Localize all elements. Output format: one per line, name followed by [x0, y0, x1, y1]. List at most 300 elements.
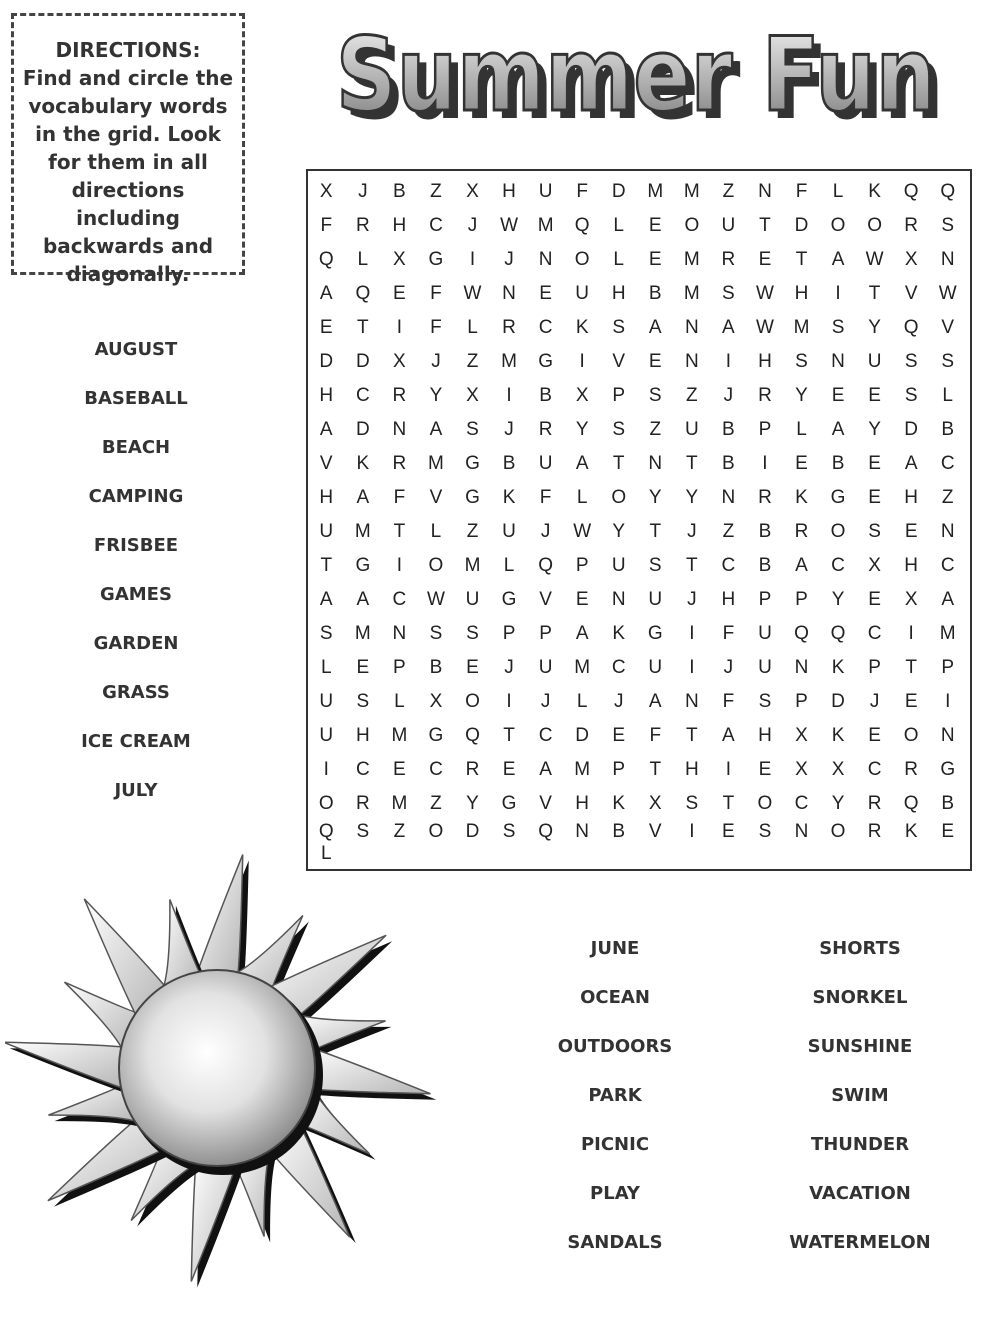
grid-letter: N [648, 453, 663, 474]
grid-letter: O [903, 725, 919, 746]
grid-letter: Y [429, 385, 443, 406]
grid-letter: B [612, 821, 626, 842]
grid-letter: A [319, 589, 333, 610]
grid-letter: I [506, 385, 512, 406]
grid-letter: V [941, 317, 955, 338]
grid-letter: N [831, 351, 845, 372]
grid-letter: G [428, 725, 444, 746]
grid-letter: H [721, 589, 736, 610]
grid-letter: E [868, 725, 881, 746]
grid-letter: C [940, 453, 955, 474]
grid-letter: J [723, 657, 734, 678]
sun-ray [5, 1042, 124, 1088]
grid-letter: W [865, 249, 884, 270]
grid-letter: L [430, 521, 442, 542]
grid-letter: Q [355, 283, 371, 304]
grid-letter: S [319, 623, 333, 644]
grid-letter: N [684, 691, 699, 712]
grid-letter: Q [903, 317, 919, 338]
grid-letter: I [396, 555, 403, 576]
grid-letter: E [758, 249, 772, 270]
grid-letter: E [466, 657, 479, 678]
grid-letter: J [504, 657, 514, 678]
grid-letter: N [392, 623, 407, 644]
grid-letter: Q [538, 821, 553, 842]
grid-letter: B [539, 385, 552, 406]
grid-letter: J [431, 351, 441, 372]
grid-letter: I [469, 249, 476, 270]
vocabulary-word: PARK [588, 1085, 642, 1106]
grid-letter: E [722, 821, 735, 842]
grid-letter: X [831, 759, 845, 780]
grid-letter: L [576, 691, 588, 712]
grid-letter: C [721, 555, 736, 576]
grid-letter: S [868, 521, 881, 542]
grid-letter: H [319, 487, 334, 508]
grid-letter: K [502, 487, 516, 508]
grid-letter: R [502, 317, 516, 338]
grid-letter: D [831, 691, 845, 712]
grid-letter: A [831, 419, 845, 440]
grid-letter: D [355, 419, 370, 440]
grid-letter: H [904, 555, 919, 576]
grid-letter: V [648, 821, 662, 842]
grid-letter: M [391, 793, 408, 814]
grid-letter: F [320, 215, 333, 236]
grid-letter: J [540, 691, 551, 712]
grid-letter: G [355, 555, 371, 576]
grid-letter: G [501, 793, 517, 814]
grid-letter: S [904, 351, 918, 372]
grid-letter: U [538, 453, 553, 474]
grid-letter: P [612, 385, 626, 406]
grid-letter: O [465, 691, 480, 712]
vocabulary-word: BASEBALL [84, 388, 188, 409]
grid-letter: W [755, 283, 774, 304]
grid-letter: R [721, 249, 736, 270]
grid-letter: Y [466, 793, 479, 814]
grid-letter: J [723, 385, 734, 406]
grid-letter: V [319, 453, 333, 474]
grid-letter: A [356, 487, 370, 508]
grid-letter: I [945, 691, 951, 712]
grid-letter: C [940, 555, 955, 576]
grid-letter: D [611, 181, 626, 202]
grid-letter: C [355, 385, 370, 406]
grid-letter: P [795, 589, 808, 610]
grid-letter: Q [903, 793, 919, 814]
grid-letter: G [830, 487, 846, 508]
grid-letter: P [868, 657, 881, 678]
grid-letter: X [393, 249, 406, 270]
grid-letter: E [575, 589, 589, 610]
grid-letter: B [393, 181, 406, 202]
grid-letter: L [613, 249, 624, 270]
grid-letter: Z [466, 521, 479, 542]
grid-letter: T [868, 283, 881, 304]
grid-letter: U [758, 657, 772, 678]
grid-letter: T [722, 793, 735, 814]
grid-letter: L [796, 419, 807, 440]
vocabulary-word: PLAY [590, 1183, 640, 1204]
grid-letter: A [319, 419, 333, 440]
grid-letter: E [393, 283, 406, 304]
grid-letter: T [686, 555, 698, 576]
grid-letter: V [539, 793, 552, 814]
vocabulary-word: SUNSHINE [807, 1036, 913, 1057]
grid-letter: B [831, 453, 845, 474]
grid-letter: K [612, 623, 626, 644]
grid-letter: A [429, 419, 443, 440]
grid-letter: Y [831, 793, 845, 814]
grid-letter: B [648, 283, 662, 304]
directions-line: DIRECTIONS: [55, 38, 201, 62]
grid-letter: I [725, 759, 732, 780]
grid-letter: L [942, 385, 953, 406]
grid-letter: E [648, 215, 662, 236]
directions-line: vocabulary words [28, 94, 228, 118]
grid-letter: U [538, 181, 553, 202]
grid-letter: L [832, 181, 844, 202]
grid-letter: K [356, 453, 370, 474]
grid-letter: C [429, 215, 443, 236]
grid-letter: Y [868, 419, 881, 440]
grid-letter: E [319, 317, 333, 338]
grid-letter: Q [794, 623, 809, 644]
grid-letter: H [355, 725, 370, 746]
grid-letter: E [904, 521, 918, 542]
grid-letter: R [465, 759, 480, 780]
grid-letter: S [466, 623, 479, 644]
grid-letter: D [355, 351, 370, 372]
grid-letter: N [940, 725, 955, 746]
grid-letter: X [393, 351, 406, 372]
grid-letter: S [722, 283, 735, 304]
grid-letter: Y [685, 487, 699, 508]
grid-letter: E [612, 725, 626, 746]
grid-letter: F [430, 317, 442, 338]
grid-letter: L [320, 843, 332, 864]
grid-letter: S [648, 555, 662, 576]
grid-letter: U [319, 725, 334, 746]
grid-letter: S [941, 215, 955, 236]
grid-letter: M [683, 181, 700, 202]
grid-letter: I [579, 351, 585, 372]
grid-letter: G [940, 759, 956, 780]
grid-letter: M [939, 623, 956, 644]
grid-letter: A [941, 589, 955, 610]
grid-letter: Y [612, 521, 626, 542]
grid-letter: N [684, 317, 699, 338]
sun-illustration [5, 850, 445, 1310]
grid-letter: J [869, 691, 880, 712]
grid-letter: J [504, 249, 514, 270]
vocabulary-word: ICE CREAM [81, 731, 191, 752]
grid-letter: D [465, 821, 480, 842]
grid-letter: T [612, 453, 625, 474]
grid-letter: U [867, 351, 882, 372]
grid-letter: S [758, 691, 772, 712]
grid-letter: B [941, 793, 955, 814]
grid-letter: L [357, 249, 369, 270]
grid-letter: A [648, 691, 662, 712]
grid-letter: M [501, 351, 517, 372]
grid-letter: P [393, 657, 406, 678]
grid-letter: O [428, 821, 444, 842]
grid-letter: B [758, 521, 772, 542]
grid-letter: L [576, 487, 588, 508]
grid-letter: R [867, 793, 882, 814]
grid-letter: E [393, 759, 406, 780]
grid-letter: X [466, 181, 479, 202]
grid-letter: H [904, 487, 919, 508]
grid-letter: T [686, 725, 698, 746]
grid-letter: A [831, 249, 845, 270]
grid-letter: O [867, 215, 882, 236]
grid-letter: S [356, 821, 370, 842]
grid-letter: O [428, 555, 444, 576]
grid-letter: K [831, 657, 845, 678]
directions-line: Find and circle the [22, 66, 234, 90]
page-title [330, 0, 960, 150]
grid-letter: Z [686, 385, 698, 406]
grid-letter: A [795, 555, 808, 576]
grid-letter: R [904, 759, 919, 780]
grid-letter: A [356, 589, 370, 610]
grid-letter: X [795, 725, 808, 746]
grid-letter: T [357, 317, 369, 338]
page-title-text: Summer Fun [336, 16, 936, 135]
vocabulary-word: PICNIC [580, 1134, 650, 1155]
grid-letter: J [613, 691, 624, 712]
grid-letter: I [835, 283, 841, 304]
grid-letter: C [794, 793, 809, 814]
grid-letter: O [830, 821, 846, 842]
grid-letter: M [683, 283, 700, 304]
grid-letter: N [794, 657, 809, 678]
vocabulary-word: OUTDOORS [557, 1036, 673, 1057]
grid-letter: P [758, 589, 772, 610]
word-list-right [760, 935, 960, 1278]
grid-letter: Y [868, 317, 881, 338]
grid-letter: G [501, 589, 517, 610]
grid-letter: K [904, 821, 918, 842]
grid-letter: O [611, 487, 627, 508]
grid-letter: E [831, 385, 845, 406]
vocabulary-word: AUGUST [94, 339, 178, 360]
grid-letter: V [904, 283, 918, 304]
grid-letter: A [539, 759, 552, 780]
grid-letter: N [611, 589, 626, 610]
grid-letter: O [757, 793, 773, 814]
grid-letter: B [722, 453, 735, 474]
grid-letter: K [795, 487, 808, 508]
grid-letter: B [758, 555, 772, 576]
grid-letter: J [467, 215, 478, 236]
grid-letter: B [429, 657, 443, 678]
grid-letter: H [611, 283, 626, 304]
grid-letter: Z [649, 419, 662, 440]
grid-letter: H [502, 181, 516, 202]
grid-letter: M [574, 657, 591, 678]
grid-letter: F [576, 181, 588, 202]
grid-letter: R [867, 821, 882, 842]
grid-letter: C [538, 725, 553, 746]
grid-letter: N [502, 283, 516, 304]
grid-letter: S [904, 385, 918, 406]
grid-letter: N [721, 487, 736, 508]
grid-letter: N [684, 351, 699, 372]
grid-letter: E [868, 589, 881, 610]
directions-line: diagonally. [66, 262, 190, 286]
vocabulary-word: VACATION [809, 1183, 911, 1204]
grid-letter: D [904, 419, 919, 440]
grid-letter: O [574, 249, 590, 270]
sun-ray [196, 855, 242, 976]
vocabulary-word: BEACH [101, 437, 171, 458]
grid-letter: U [611, 555, 626, 576]
grid-letter: A [722, 725, 735, 746]
grid-letter: E [868, 487, 881, 508]
grid-letter: X [868, 555, 881, 576]
grid-letter: Z [941, 487, 954, 508]
word-search-grid [306, 169, 972, 871]
grid-letter: N [758, 181, 772, 202]
grid-letter: I [506, 691, 512, 712]
grid-letter: S [612, 419, 626, 440]
grid-letter: E [539, 283, 552, 304]
grid-letter: U [648, 589, 663, 610]
grid-letter: S [466, 419, 479, 440]
grid-letter: I [689, 657, 695, 678]
vocabulary-word: OCEAN [580, 987, 650, 1008]
vocabulary-word: SANDALS [567, 1232, 663, 1253]
grid-letter: N [940, 249, 955, 270]
grid-letter: I [725, 351, 732, 372]
grid-letter: E [648, 351, 662, 372]
grid-letter: O [830, 215, 846, 236]
grid-letter: W [426, 589, 445, 610]
grid-letter: P [941, 657, 955, 678]
grid-letter: X [319, 181, 333, 202]
grid-letter: F [722, 623, 735, 644]
grid-letter: A [319, 283, 333, 304]
grid-letter: Z [722, 181, 735, 202]
grid-letter: I [323, 759, 329, 780]
grid-letter: Z [722, 521, 735, 542]
directions-line: backwards and [42, 234, 214, 258]
grid-letter: Y [648, 487, 662, 508]
grid-letter: S [356, 691, 370, 712]
grid-letter: D [319, 351, 334, 372]
grid-letter: T [905, 657, 917, 678]
grid-letter: R [355, 793, 370, 814]
grid-letter: S [795, 351, 808, 372]
grid-letter: Q [538, 555, 553, 576]
grid-letter: C [867, 759, 882, 780]
grid-letter: C [429, 759, 443, 780]
vocabulary-word: GRASS [102, 682, 170, 703]
grid-letter: R [538, 419, 553, 440]
grid-letter: S [685, 793, 699, 814]
grid-letter: M [428, 453, 444, 474]
grid-letter: U [721, 215, 736, 236]
grid-letter: M [574, 759, 591, 780]
grid-letter: Z [393, 821, 406, 842]
grid-letter: F [649, 725, 662, 746]
grid-letter: H [575, 793, 590, 814]
grid-letter: Q [574, 215, 590, 236]
grid-letter: W [500, 215, 519, 236]
grid-letter: F [795, 181, 808, 202]
grid-letter: J [540, 521, 551, 542]
vocabulary-word: FRISBEE [93, 535, 179, 556]
grid-letter: L [320, 657, 332, 678]
grid-letter: W [938, 283, 957, 304]
grid-letter: N [575, 821, 590, 842]
grid-letter: R [758, 487, 772, 508]
grid-letter: J [358, 181, 368, 202]
grid-letter: O [684, 215, 700, 236]
grid-letter: R [904, 215, 919, 236]
grid-letter: U [758, 623, 772, 644]
page-title-shadow: Summer Fun [344, 24, 944, 143]
vocabulary-word: CAMPING [88, 486, 184, 507]
grid-letter: Q [465, 725, 480, 746]
grid-letter: Q [318, 249, 334, 270]
grid-letter: R [355, 215, 370, 236]
grid-letter: E [795, 453, 808, 474]
grid-letter: U [319, 691, 334, 712]
grid-letter: K [612, 793, 626, 814]
grid-letter: J [687, 521, 697, 542]
word-list-middle [515, 935, 715, 1278]
grid-letter: S [831, 317, 845, 338]
grid-letter: T [649, 759, 662, 780]
grid-letter: M [354, 521, 371, 542]
grid-letter: J [687, 589, 697, 610]
grid-letter: U [319, 521, 334, 542]
grid-letter: C [867, 623, 882, 644]
grid-letter: S [502, 821, 516, 842]
grid-letter: X [904, 589, 918, 610]
grid-letter: T [320, 555, 333, 576]
grid-letter: E [502, 759, 516, 780]
grid-letter: Z [430, 793, 442, 814]
grid-letter: H [758, 351, 772, 372]
grid-letter: H [794, 283, 809, 304]
vocabulary-word: JUNE [590, 938, 640, 959]
grid-letter: K [868, 181, 881, 202]
vocabulary-word: THUNDER [810, 1134, 910, 1155]
grid-letter: B [722, 419, 735, 440]
grid-letter: V [612, 351, 626, 372]
directions-line: for them in all [48, 150, 208, 174]
grid-letter: Q [903, 181, 919, 202]
vocabulary-word: SWIM [831, 1085, 889, 1106]
grid-letter: U [648, 657, 663, 678]
grid-letter: L [503, 555, 515, 576]
grid-letter: F [430, 283, 442, 304]
grid-letter: P [575, 555, 589, 576]
grid-letter: D [575, 725, 590, 746]
grid-letter: P [539, 623, 552, 644]
grid-letter: E [941, 821, 955, 842]
grid-letter: P [795, 691, 808, 712]
sun-ray [191, 1161, 237, 1282]
grid-letter: G [465, 487, 480, 508]
grid-letter: E [868, 453, 881, 474]
